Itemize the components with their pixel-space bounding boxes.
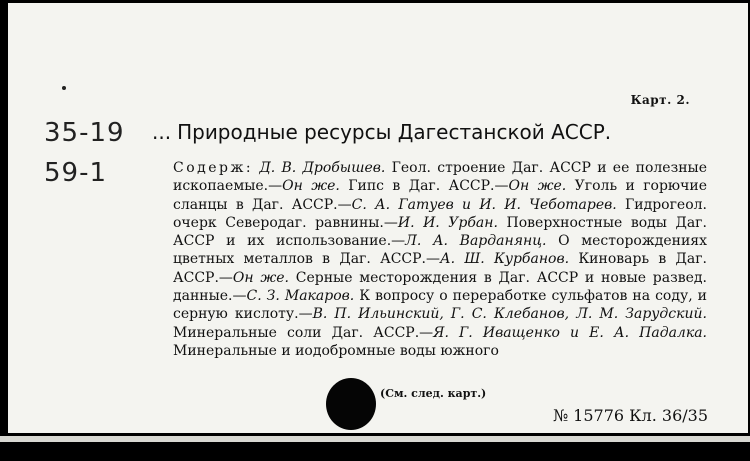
author-name: Он же. [282, 178, 340, 195]
author-name: Он же. [232, 269, 290, 286]
shelf-code-1: 35-19 [44, 118, 125, 148]
author-name: Д. В. Дробышев. [253, 160, 386, 176]
author-name: И. И. Урбан. [397, 214, 498, 231]
ink-blot [326, 378, 376, 430]
next-card-strip [0, 436, 750, 442]
contents-segment: Минеральные соли Даг. АССР.— [173, 324, 434, 341]
contents-segment: Гидрогеол. очерк Северодаг. равнины.— [173, 196, 707, 231]
title-prefix: ... [152, 120, 172, 144]
author-name: С. А. Гатуев и И. И. Чеботарев. [351, 196, 617, 213]
continuation-note: (См. след. карт.) [380, 387, 487, 400]
title-text: Природные ресурсы Дагестанской АССР. [177, 120, 612, 144]
contents-segment: Поверхностные воды Даг. АССР и их использование.— [173, 214, 707, 250]
ink-dot [62, 86, 66, 90]
card-number: Карт. 2. [630, 93, 690, 107]
contents-text [173, 159, 707, 360]
contents-segment: Киноварь в Даг. АССР.— [173, 251, 708, 286]
author-name: А. Ш. Курбанов. [440, 251, 570, 268]
author-name: В. П. Ильинский, Г. С. Клебанов, Л. М. Зарудский. [312, 306, 707, 323]
contents-segment: Минеральные и иодобромные воды южного [173, 342, 499, 359]
author-name: С. З. Макаров. [246, 288, 355, 305]
contents-segment: О месторождениях цветных металлов в Даг. АССР.— [173, 233, 708, 268]
catalog-number: № 15776 Кл. 36/35 [552, 406, 708, 425]
contents-label: Содерж: [173, 160, 254, 176]
contents-segment: Серные месторождения в Даг. АССР и новые развед. данные.— [173, 269, 707, 305]
shelf-code-2: 59-1 [44, 158, 108, 188]
contents-segment: Геол. строение Даг. АССР и ее полезные ископаемые.— [173, 160, 707, 195]
author-name: Он же. [508, 178, 567, 195]
contents-segment: К вопросу о переработке сульфатов на соду, и серную кислоту.— [173, 288, 708, 323]
author-name: Л. А. Варданянц. [405, 233, 547, 250]
author-name: Я. Г. Иващенко и Е. А. Падалка. [433, 324, 707, 341]
contents-segment: Гипс в Даг. АССР.— [339, 178, 509, 195]
card-title [152, 120, 611, 144]
contents-segment: Уголь и горючие сланцы в Даг. АССР.— [173, 178, 707, 213]
